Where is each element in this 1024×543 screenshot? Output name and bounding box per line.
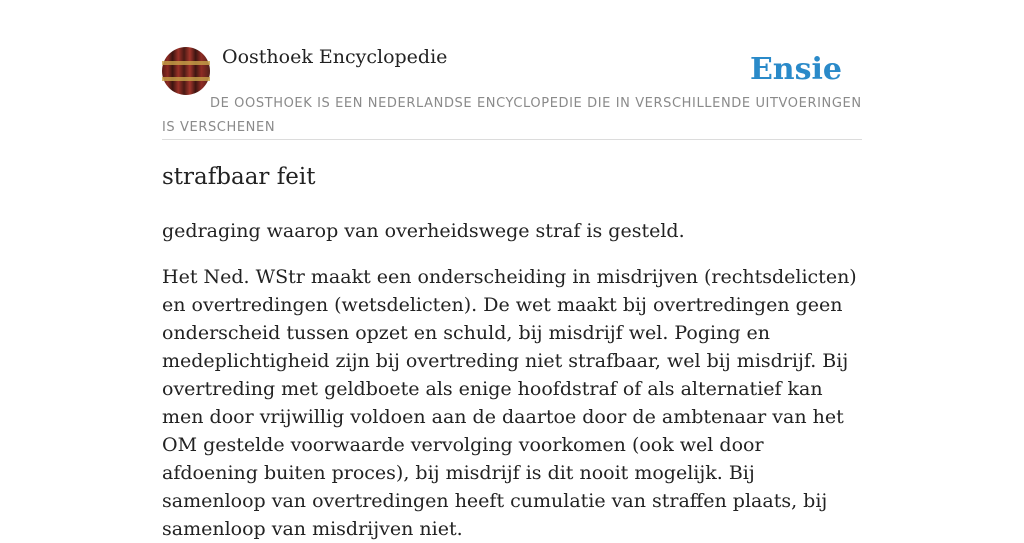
site-header <box>162 0 862 140</box>
site-title-link[interactable]: Oosthoek Encyclopedie <box>222 46 448 68</box>
avatar-band-top <box>162 61 210 65</box>
entry-definition: gedraging waarop van overheidswege straf is gesteld. <box>162 220 685 242</box>
entry-title: strafbaar feit <box>162 164 316 190</box>
ensie-logo-link[interactable]: Ensie <box>749 52 842 87</box>
page-container <box>162 0 862 540</box>
site-tagline: DE OOSTHOEK IS EEN NEDERLANDSE ENCYCLOPEDIE DIE IN VERSCHILLENDE UITVOERINGEN IS VERSCHENEN <box>162 96 862 135</box>
entry-body: Het Ned. WStr maakt een onderscheiding in misdrijven (rechtsdelicten) en overtredingen (wetsdelicten). De wet maakt bij overtredingen geen onderscheid tussen opzet en schuld, bij misdrijf wel. Poging en medeplichtigheid zijn bij overtreding niet strafbaar, wel bij misdrijf. Bij overtreding met geldboete als enige hoofdstraf of als alternatief kan men door vrijwillig voldoen aan de daartoe door de ambtenaar van het OM gestelde voorwaarde vervolging voorkomen (ook wel door afdoening buiten proces), bij misdrijf is dit nooit mogelijk. Bij samenloop van overtredingen heeft cumulatie van straffen plaats, bij samenloop van misdrijven niet. <box>162 266 857 540</box>
avatar-band-bottom <box>162 77 210 81</box>
encyclopedia-books-icon[interactable] <box>162 47 210 95</box>
